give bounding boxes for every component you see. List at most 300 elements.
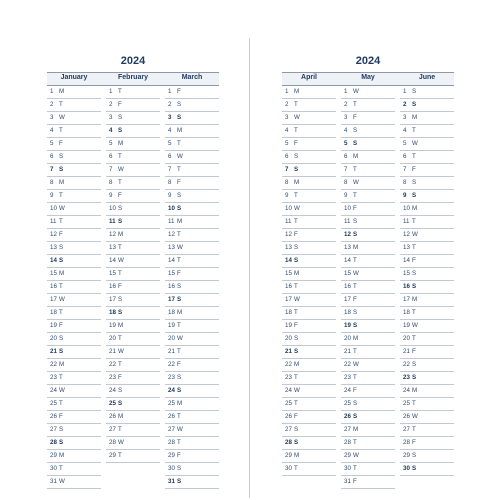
day-number: 10	[403, 205, 410, 212]
day-row	[47, 385, 101, 398]
day-row	[165, 151, 219, 164]
day-number: 3	[168, 114, 172, 121]
weekday-letter: T	[353, 348, 357, 355]
weekday-letter: S	[118, 205, 123, 212]
weekday-letter: S	[177, 465, 182, 472]
weekday-letter: W	[118, 439, 124, 446]
day-number: 28	[344, 439, 351, 446]
weekday-letter: F	[177, 179, 181, 186]
day-number: 20	[168, 335, 175, 342]
day-number: 21	[109, 348, 116, 355]
weekday-letter: S	[412, 374, 417, 381]
month-header-row	[282, 72, 454, 86]
day-number: 9	[344, 192, 348, 199]
day-number: 13	[168, 244, 175, 251]
weekday-letter: F	[353, 478, 357, 485]
day-number: 27	[50, 426, 57, 433]
weekday-letter: M	[59, 88, 65, 95]
day-row	[282, 216, 336, 229]
day-row	[47, 411, 101, 424]
day-number: 12	[50, 231, 57, 238]
day-row	[400, 424, 454, 437]
day-row	[282, 294, 336, 307]
day-number: 18	[168, 309, 175, 316]
day-number: 12	[403, 231, 410, 238]
weekday-letter: M	[353, 335, 359, 342]
weekday-letter: T	[294, 374, 298, 381]
day-row	[400, 450, 454, 463]
day-row	[400, 242, 454, 255]
day-row	[47, 294, 101, 307]
day-row	[47, 138, 101, 151]
weekday-letter: F	[118, 374, 122, 381]
day-row	[400, 125, 454, 138]
weekday-letter: W	[353, 361, 359, 368]
weekday-letter: T	[59, 465, 63, 472]
day-row	[341, 320, 395, 333]
month-column	[341, 86, 395, 489]
day-row	[165, 164, 219, 177]
day-number: 2	[344, 101, 348, 108]
day-row	[165, 294, 219, 307]
day-row	[282, 281, 336, 294]
day-number: 3	[403, 114, 407, 121]
weekday-letter: S	[353, 218, 358, 225]
day-number: 28	[403, 439, 410, 446]
day-row	[165, 307, 219, 320]
day-row	[47, 112, 101, 125]
month-column	[282, 86, 336, 476]
day-number: 20	[403, 335, 410, 342]
day-number: 6	[109, 153, 113, 160]
month-label: March	[181, 74, 203, 81]
weekday-letter: S	[118, 114, 123, 121]
day-number: 19	[344, 322, 351, 329]
weekday-letter: T	[353, 192, 357, 199]
day-number: 6	[50, 153, 54, 160]
weekday-letter: T	[353, 465, 357, 472]
day-row	[400, 190, 454, 203]
day-row	[106, 177, 160, 190]
weekday-letter: M	[177, 127, 183, 134]
day-number: 7	[285, 166, 289, 173]
day-row	[341, 229, 395, 242]
day-row	[165, 190, 219, 203]
day-row	[282, 255, 336, 268]
day-row	[341, 385, 395, 398]
weekday-letter: S	[294, 348, 299, 355]
day-number: 24	[344, 387, 351, 394]
day-row	[400, 463, 454, 476]
day-row	[165, 216, 219, 229]
weekday-letter: M	[118, 231, 124, 238]
day-row	[165, 476, 219, 489]
day-row	[106, 450, 160, 463]
day-row	[165, 255, 219, 268]
day-row	[282, 125, 336, 138]
day-number: 2	[285, 101, 289, 108]
day-number: 15	[285, 270, 292, 277]
weekday-letter: T	[353, 439, 357, 446]
day-number: 26	[50, 413, 57, 420]
day-row	[282, 112, 336, 125]
day-row	[400, 99, 454, 112]
day-row	[341, 112, 395, 125]
day-row	[341, 86, 395, 99]
day-row	[47, 463, 101, 476]
day-row	[165, 242, 219, 255]
weekday-letter: F	[412, 348, 416, 355]
weekday-letter: S	[294, 166, 299, 173]
month-label: May	[361, 74, 375, 81]
day-row	[282, 164, 336, 177]
day-row	[106, 268, 160, 281]
day-number: 26	[168, 413, 175, 420]
day-row	[106, 437, 160, 450]
day-number: 25	[403, 400, 410, 407]
day-number: 22	[168, 361, 175, 368]
day-row	[282, 411, 336, 424]
day-row	[47, 125, 101, 138]
weekday-letter: T	[294, 101, 298, 108]
weekday-letter: M	[118, 322, 124, 329]
day-number: 10	[109, 205, 116, 212]
day-row	[282, 333, 336, 346]
day-row	[400, 320, 454, 333]
weekday-letter: W	[177, 335, 183, 342]
day-number: 29	[403, 452, 410, 459]
weekday-letter: M	[412, 387, 418, 394]
day-row	[165, 450, 219, 463]
weekday-letter: W	[59, 296, 65, 303]
month-column	[47, 86, 101, 489]
day-row	[106, 294, 160, 307]
weekday-letter: T	[59, 127, 63, 134]
day-number: 13	[109, 244, 116, 251]
day-number: 4	[109, 127, 113, 134]
day-number: 27	[168, 426, 175, 433]
day-number: 13	[285, 244, 292, 251]
day-row	[106, 86, 160, 99]
day-row	[47, 359, 101, 372]
weekday-letter: W	[177, 244, 183, 251]
day-number: 23	[344, 374, 351, 381]
day-number: 28	[50, 439, 57, 446]
weekday-letter: F	[412, 439, 416, 446]
weekday-letter: F	[412, 257, 416, 264]
page-divider	[249, 38, 250, 498]
weekday-letter: S	[59, 439, 64, 446]
weekday-letter: M	[59, 452, 65, 459]
day-number: 1	[168, 88, 172, 95]
day-row	[341, 450, 395, 463]
weekday-letter: S	[294, 335, 299, 342]
weekday-letter: M	[118, 413, 124, 420]
day-number: 10	[285, 205, 292, 212]
month-label: January	[60, 74, 88, 81]
weekday-letter: S	[353, 322, 358, 329]
day-number: 27	[285, 426, 292, 433]
day-number: 21	[403, 348, 410, 355]
day-row	[282, 86, 336, 99]
day-row	[165, 424, 219, 437]
day-row	[106, 359, 160, 372]
day-row	[165, 125, 219, 138]
day-number: 20	[109, 335, 116, 342]
weekday-letter: W	[294, 296, 300, 303]
month-column	[106, 86, 160, 463]
day-number: 24	[109, 387, 116, 394]
day-row	[282, 372, 336, 385]
weekday-letter: M	[59, 361, 65, 368]
day-row	[106, 125, 160, 138]
weekday-letter: M	[118, 140, 124, 147]
weekday-letter: F	[353, 114, 357, 121]
day-number: 31	[168, 478, 175, 485]
weekday-letter: S	[294, 426, 299, 433]
day-row	[165, 99, 219, 112]
day-row	[282, 437, 336, 450]
month-header-row	[47, 72, 219, 86]
day-number: 3	[344, 114, 348, 121]
day-row	[47, 320, 101, 333]
day-number: 14	[50, 257, 57, 264]
day-number: 21	[50, 348, 57, 355]
day-number: 10	[50, 205, 57, 212]
weekday-letter: F	[353, 296, 357, 303]
day-number: 31	[50, 478, 57, 485]
day-number: 24	[403, 387, 410, 394]
weekday-letter: S	[177, 374, 182, 381]
weekday-letter: T	[412, 153, 416, 160]
month-column	[400, 86, 454, 476]
weekday-letter: S	[118, 127, 123, 134]
day-row	[400, 268, 454, 281]
weekday-letter: T	[412, 400, 416, 407]
month-label: February	[118, 74, 148, 81]
weekday-letter: F	[177, 452, 181, 459]
day-number: 29	[168, 452, 175, 459]
day-row	[165, 177, 219, 190]
weekday-letter: M	[177, 309, 183, 316]
day-number: 21	[285, 348, 292, 355]
weekday-letter: S	[59, 153, 64, 160]
weekday-letter: S	[412, 465, 417, 472]
weekday-letter: F	[412, 166, 416, 173]
day-row	[106, 320, 160, 333]
day-number: 1	[50, 88, 54, 95]
day-row	[341, 424, 395, 437]
weekday-letter: T	[353, 101, 357, 108]
day-number: 23	[50, 374, 57, 381]
month-column	[165, 86, 219, 489]
day-number: 4	[285, 127, 289, 134]
day-number: 4	[168, 127, 172, 134]
day-row	[341, 164, 395, 177]
weekday-letter: W	[412, 322, 418, 329]
day-row	[106, 424, 160, 437]
day-number: 28	[168, 439, 175, 446]
day-row	[106, 372, 160, 385]
day-row	[282, 320, 336, 333]
day-number: 8	[168, 179, 172, 186]
day-row	[47, 346, 101, 359]
day-row	[282, 229, 336, 242]
day-number: 21	[168, 348, 175, 355]
weekday-letter: T	[177, 322, 181, 329]
day-row	[282, 138, 336, 151]
weekday-letter: M	[294, 361, 300, 368]
day-number: 17	[403, 296, 410, 303]
day-number: 14	[168, 257, 175, 264]
weekday-letter: S	[412, 270, 417, 277]
day-row	[341, 125, 395, 138]
weekday-letter: T	[353, 166, 357, 173]
day-row	[47, 177, 101, 190]
day-row	[400, 359, 454, 372]
weekday-letter: S	[353, 413, 358, 420]
day-row	[282, 398, 336, 411]
weekday-letter: W	[353, 452, 359, 459]
weekday-letter: S	[177, 114, 182, 121]
day-row	[47, 255, 101, 268]
weekday-letter: W	[412, 231, 418, 238]
day-number: 17	[344, 296, 351, 303]
day-row	[165, 86, 219, 99]
day-row	[341, 372, 395, 385]
day-number: 30	[285, 465, 292, 472]
day-number: 23	[168, 374, 175, 381]
day-number: 16	[168, 283, 175, 290]
weekday-letter: S	[177, 387, 182, 394]
day-number: 10	[168, 205, 175, 212]
day-row	[47, 281, 101, 294]
weekday-letter: W	[59, 114, 65, 121]
day-number: 18	[285, 309, 292, 316]
day-row	[106, 255, 160, 268]
day-number: 25	[168, 400, 175, 407]
weekday-letter: S	[59, 244, 64, 251]
weekday-letter: F	[59, 413, 63, 420]
year-heading: 2024	[120, 55, 146, 67]
weekday-letter: T	[177, 140, 181, 147]
day-row	[106, 398, 160, 411]
day-number: 6	[168, 153, 172, 160]
weekday-letter: M	[59, 270, 65, 277]
weekday-letter: S	[294, 153, 299, 160]
weekday-letter: T	[412, 309, 416, 316]
weekday-letter: M	[412, 114, 418, 121]
weekday-letter: S	[412, 283, 417, 290]
day-number: 29	[50, 452, 57, 459]
day-row	[400, 138, 454, 151]
weekday-letter: T	[177, 231, 181, 238]
day-number: 2	[403, 101, 407, 108]
day-row	[47, 229, 101, 242]
day-row	[400, 164, 454, 177]
day-number: 29	[344, 452, 351, 459]
weekday-letter: T	[412, 335, 416, 342]
weekday-letter: T	[118, 452, 122, 459]
weekday-letter: F	[118, 283, 122, 290]
day-number: 14	[344, 257, 351, 264]
weekday-letter: T	[177, 439, 181, 446]
weekday-letter: S	[59, 348, 64, 355]
day-number: 4	[344, 127, 348, 134]
day-row	[341, 216, 395, 229]
day-row	[341, 268, 395, 281]
day-number: 9	[285, 192, 289, 199]
day-number: 13	[403, 244, 410, 251]
day-number: 15	[109, 270, 116, 277]
day-row	[341, 190, 395, 203]
weekday-letter: M	[177, 400, 183, 407]
day-row	[400, 398, 454, 411]
day-number: 13	[50, 244, 57, 251]
day-number: 20	[344, 335, 351, 342]
day-number: 20	[285, 335, 292, 342]
day-row	[341, 463, 395, 476]
day-row	[341, 333, 395, 346]
day-number: 15	[50, 270, 57, 277]
day-row	[400, 372, 454, 385]
day-number: 16	[285, 283, 292, 290]
day-row	[106, 99, 160, 112]
day-row	[341, 281, 395, 294]
day-row	[282, 151, 336, 164]
day-number: 6	[344, 153, 348, 160]
day-number: 7	[109, 166, 113, 173]
day-number: 21	[344, 348, 351, 355]
day-number: 22	[109, 361, 116, 368]
weekday-letter: S	[294, 439, 299, 446]
weekday-letter: S	[294, 244, 299, 251]
day-row	[341, 138, 395, 151]
day-number: 30	[344, 465, 351, 472]
weekday-letter: S	[353, 309, 358, 316]
day-row	[341, 255, 395, 268]
day-number: 14	[109, 257, 116, 264]
day-number: 3	[50, 114, 54, 121]
weekday-letter: T	[294, 400, 298, 407]
month-label: June	[418, 74, 436, 81]
weekday-letter: M	[353, 426, 359, 433]
weekday-letter: W	[59, 478, 65, 485]
day-number: 18	[344, 309, 351, 316]
day-number: 12	[109, 231, 116, 238]
weekday-letter: S	[412, 452, 417, 459]
day-row	[47, 437, 101, 450]
day-row	[47, 424, 101, 437]
day-row	[400, 385, 454, 398]
day-number: 5	[50, 140, 54, 147]
day-row	[106, 203, 160, 216]
weekday-letter: T	[59, 101, 63, 108]
day-number: 27	[344, 426, 351, 433]
weekday-letter: S	[412, 179, 417, 186]
weekday-letter: M	[412, 205, 418, 212]
day-row	[47, 242, 101, 255]
day-row	[282, 450, 336, 463]
day-row	[106, 281, 160, 294]
day-number: 7	[403, 166, 407, 173]
day-row	[165, 398, 219, 411]
day-number: 4	[403, 127, 407, 134]
weekday-letter: S	[177, 283, 182, 290]
day-row	[400, 294, 454, 307]
weekday-letter: S	[353, 140, 358, 147]
weekday-letter: S	[412, 88, 417, 95]
